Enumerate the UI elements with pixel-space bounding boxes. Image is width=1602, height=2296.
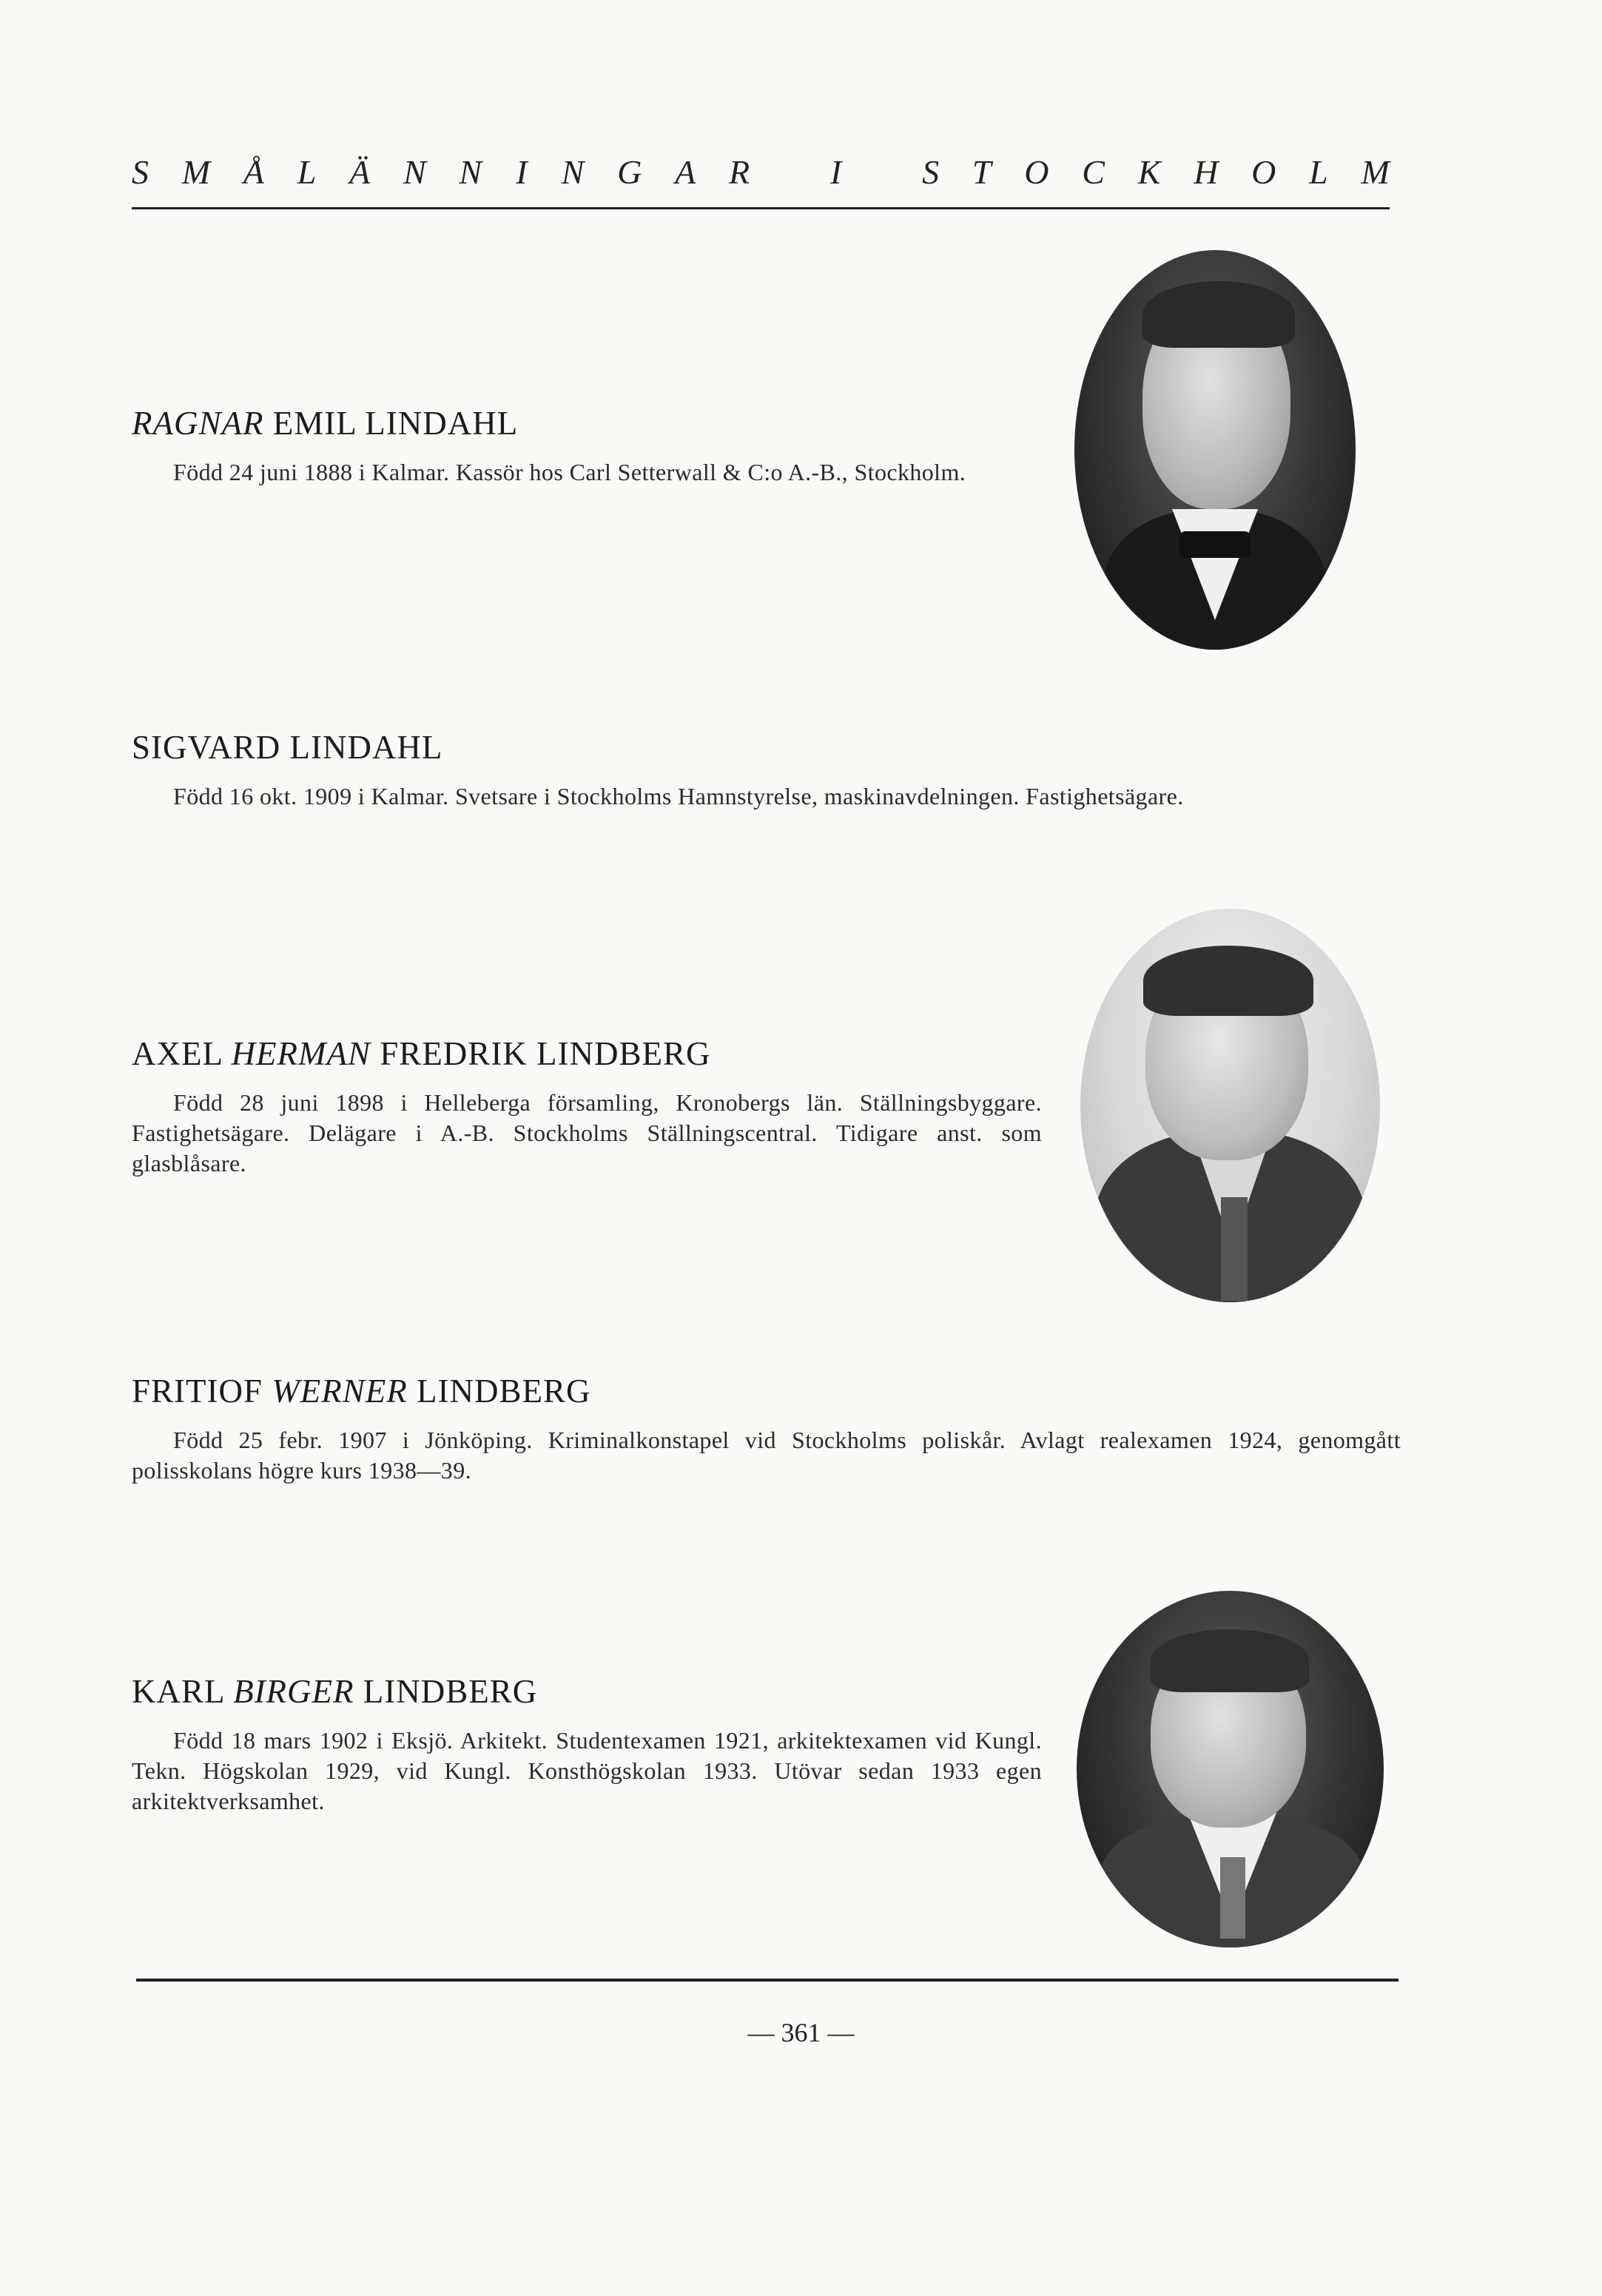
portrait-tie (1221, 1197, 1248, 1301)
running-head-letter (875, 152, 889, 192)
running-head-letter: R (728, 153, 750, 191)
name-rest: FREDRIK LINDBERG (371, 1035, 711, 1072)
portrait-tie (1220, 1857, 1245, 1939)
entry-werner-lindberg (132, 1373, 1401, 1486)
entry-name (132, 405, 1042, 442)
running-head-letter: T (972, 153, 992, 191)
running-head-letter: N (403, 153, 426, 191)
running-head-letter: Ä (349, 153, 371, 191)
running-head-letter: S (132, 153, 149, 191)
name-rest: LINDBERG (354, 1673, 538, 1710)
portrait-hair (1142, 281, 1295, 348)
name-italic: BIRGER (233, 1673, 354, 1710)
running-head-letter: G (617, 153, 642, 191)
running-head-letter: A (675, 153, 696, 191)
portrait-photo (1074, 250, 1356, 650)
running-head-letter: N (561, 153, 585, 191)
name-pre: AXEL (132, 1035, 232, 1072)
portrait-photo (1077, 1591, 1384, 1947)
entry-bio: Född 28 juni 1898 i Helleberga församling, Kronobergs län. Ställningsbyggare. Fastighetsägare. Delägare i A.-B. Stockholms Ställningscentral. Tidigare anst. som glasblåsare. (132, 1088, 1042, 1176)
entry-sigvard-lindahl (132, 730, 1401, 812)
running-head-letter: M (1361, 153, 1390, 191)
running-head-letter: C (1082, 153, 1105, 191)
running-head-letter: O (1024, 153, 1049, 191)
portrait-hair (1143, 946, 1313, 1016)
entry-bio: Född 25 febr. 1907 i Jönköping. Kriminalkonstapel vid Stockholms poliskår. Avlagt realexamen 1924, genomgått polisskolans högre kurs 1938—39. (132, 1426, 1401, 1484)
page-number: — 361 — (747, 2018, 855, 2047)
name-pre: FRITIOF (132, 1373, 272, 1410)
running-head-letter: H (1194, 153, 1219, 191)
name-italic: WERNER (272, 1373, 408, 1410)
name-pre: KARL (132, 1673, 234, 1710)
entry-name (132, 1373, 1401, 1410)
entry-name (132, 1036, 1042, 1073)
entry-bio: Född 24 juni 1888 i Kalmar. Kassör hos Carl Setterwall & C:o A.-B., Stockholm. (173, 458, 966, 485)
running-head-letter: L (1309, 153, 1328, 191)
running-head-letter: I (829, 153, 842, 191)
entry-herman-lindberg (132, 1036, 1042, 1179)
running-head-letter (783, 152, 796, 192)
running-head-letter: N (459, 153, 482, 191)
running-head-letter: L (297, 153, 317, 191)
entry-birger-lindberg (132, 1674, 1042, 1817)
footer-rule (136, 1979, 1399, 1982)
name-rest: LINDBERG (407, 1373, 591, 1410)
portrait-bowtie (1179, 531, 1251, 558)
entry-name (132, 1674, 1042, 1711)
entry-ragnar-lindahl (132, 405, 1042, 488)
entry-bio: Född 16 okt. 1909 i Kalmar. Svetsare i Stockholms Hamnstyrelse, maskinavdelningen. Fastighetsägare. (173, 782, 1184, 809)
running-head-letter: I (516, 153, 528, 191)
running-head-letter: M (181, 153, 211, 191)
running-head-letter: Å (243, 153, 264, 191)
running-head-letter: S (922, 153, 940, 191)
running-head-letter: O (1251, 153, 1276, 191)
name-italic: HERMAN (231, 1035, 371, 1072)
portrait-hair (1151, 1629, 1309, 1692)
name-rest: EMIL LINDAHL (263, 405, 519, 442)
entry-name: SIGVARD LINDAHL (132, 729, 443, 766)
entry-bio: Född 18 mars 1902 i Eksjö. Arkitekt. Studentexamen 1921, arkitektexamen vid Kungl. Tekn. Högskolan 1929, vid Kungl. Konsthögskolan 1933. Utövar sedan 1933 egen arkitektverksamhet. (132, 1726, 1042, 1814)
header-rule (132, 207, 1390, 209)
running-head-letter: K (1137, 153, 1161, 191)
running-head (132, 152, 1390, 192)
name-italic: RAGNAR (132, 405, 264, 442)
portrait-photo (1080, 909, 1380, 1302)
